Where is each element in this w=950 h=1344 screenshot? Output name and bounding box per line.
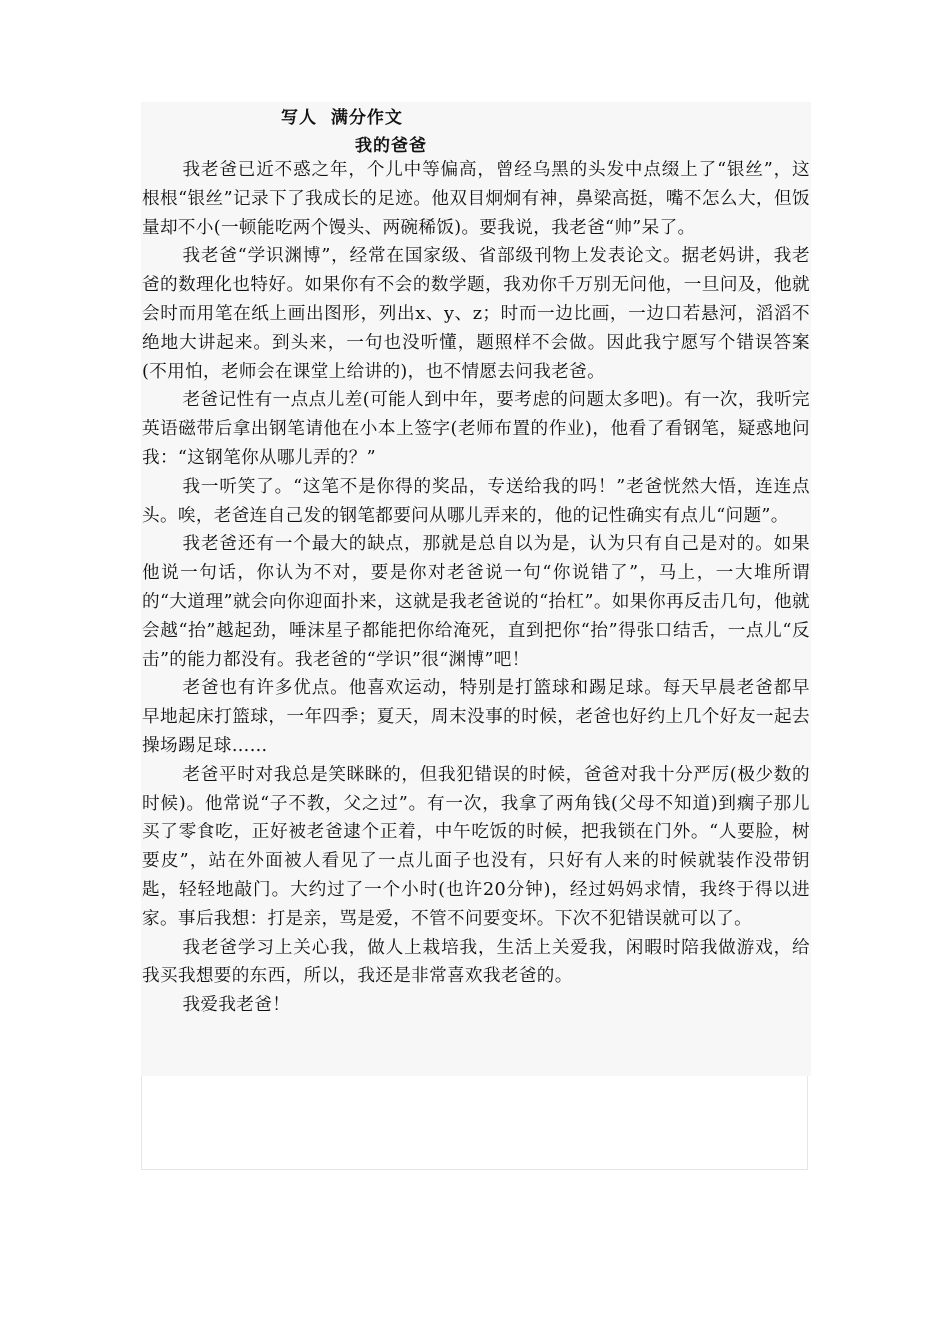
- paragraph: 我一听笑了。“这笔不是你得的奖品，专送给我的吗！”老爸恍然大悟，连连点头。唉，老爸连自己发的钢笔都要问从哪儿弄来的，他的记性确实有点儿“问题”。: [142, 476, 810, 526]
- paragraph: 我老爸还有一个最大的缺点，那就是总自以为是，认为只有自己是对的。如果他说一句话，你认为不对，要是你对老爸说一句“你说错了”，马上，一大堆所谓的“大道理”就会向你迎面扑来，这就是我老爸说的“抬杠”。如果你再反击几句，他就会越“抬”越起劲，唾沫星子都能把你给淹死，直到把你“抬”得张口结舌，一点儿“反击”的能力都没有。我老爸的“学识”很“渊博”吧！: [142, 534, 810, 670]
- paragraph: 我老爸“学识渊博”，经常在国家级、省部级刊物上发表论文。据老妈讲，我老爸的数理化也特好。如果你有不会的数学题，我劝你千万别无问他，一旦问及，他就会时而用笔在纸上画出图形，列出x、y、z；时而一边比画，一边口若悬河，滔滔不绝地大讲起来。到头来，一句也没听懂，题照样不会做。因此我宁愿写个错误答案(不用怕，老师会在课堂上给讲的)，也不情愿去问我老爸。: [142, 246, 810, 382]
- paragraph: 我老爸学习上关心我，做人上栽培我，生活上关爱我，闲暇时陪我做游戏，给我买我想要的东西，所以，我还是非常喜欢我老爸的。: [142, 937, 810, 987]
- essay-body: [142, 156, 810, 1020]
- essay-title: 我的爸爸: [355, 136, 427, 156]
- paragraph: 我老爸已近不惑之年，个儿中等偏高，曾经乌黑的头发中点缀上了“银丝”，这根根“银丝”记录下了我成长的足迹。他双目炯炯有神，鼻梁高挺，嘴不怎么大，但饭量却不小(一顿能吃两个馒头、两碗稀饭)。要我说，我老爸“帅”呆了。: [142, 160, 810, 238]
- paragraph: 老爸平时对我总是笑眯眯的，但我犯错误的时候，爸爸对我十分严厉(极少数的时候)。他常说“子不教，父之过”。有一次，我拿了两角钱(父母不知道)到瘸子那儿买了零食吃，正好被老爸逮个正着，中午吃饭的时候，把我锁在门外。“人要脸，树要皮”，站在外面被人看见了一点儿面子也没有，只好有人来的时候就装作没带钥匙，轻轻地敲门。大约过了一个小时(也许20分钟)，经过妈妈求情，我终于得以进家。事后我想：打是亲，骂是爱，不管不问要变坏。下次不犯错误就可以了。: [142, 764, 810, 929]
- essay-category: 写人 满分作文: [281, 108, 403, 128]
- paragraph: 老爸记性有一点点儿差(可能人到中年，要考虑的问题太多吧)。有一次，我听完英语磁带后拿出钢笔请他在小本上签字(老师布置的作业)，他看了看钢笔，疑惑地问我：“这钢笔你从哪儿弄的？”: [142, 390, 810, 468]
- paragraph: 我爱我老爸！: [182, 995, 291, 1016]
- paragraph: 老爸也有许多优点。他喜欢运动，特别是打篮球和踢足球。每天早晨老爸都早早地起床打篮球，一年四季；夏天，周末没事的时候，老爸也好约上几个好友一起去操场踢足球……: [142, 678, 810, 756]
